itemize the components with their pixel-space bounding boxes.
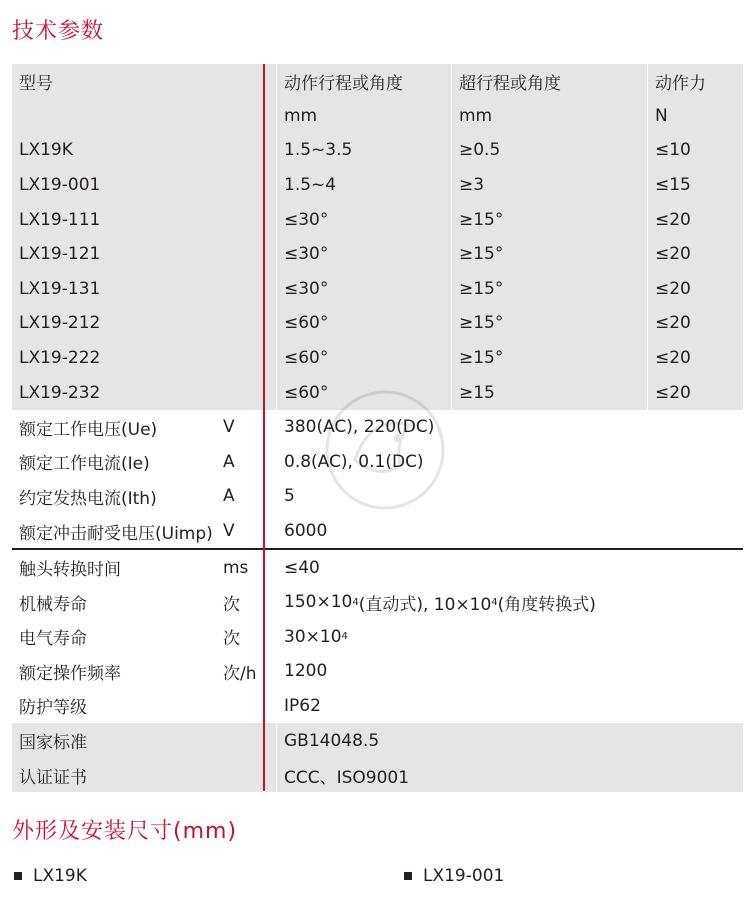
square-bullet-icon	[404, 872, 412, 880]
model-cell: LX19-212	[12, 306, 276, 341]
table-row	[12, 306, 743, 341]
spec-unit: 次	[223, 594, 240, 615]
spec-row	[12, 758, 743, 793]
travel-cell: 1.5~3.5	[277, 133, 451, 168]
spec-label: 防护等级	[19, 698, 87, 719]
force-cell: ≤20	[648, 237, 743, 272]
table-row	[12, 202, 743, 237]
model-cell: LX19K	[12, 133, 276, 168]
spec-row	[12, 723, 743, 758]
spec-label: 触头转换时间	[19, 560, 121, 581]
header-force: 动作力	[648, 64, 743, 99]
spec-value: CCC、ISO9001	[277, 758, 743, 793]
spec-value: IP62	[284, 695, 321, 716]
table-row	[12, 375, 743, 410]
spec-label: 机械寿命	[19, 594, 87, 615]
exponent: 4	[352, 596, 359, 608]
overtravel-cell: ≥15°	[452, 306, 647, 341]
table-row	[12, 237, 743, 272]
spec-value: 1200	[284, 661, 328, 682]
travel-cell: ≤60°	[277, 306, 451, 341]
spec-value: 5	[284, 486, 295, 507]
spec-label: 额定操作频率	[19, 663, 121, 684]
table-row	[12, 133, 743, 168]
model-cell: LX19-121	[12, 237, 276, 272]
square-bullet-icon	[14, 872, 22, 880]
spec-row	[12, 620, 743, 655]
overtravel-cell: ≥0.5	[452, 133, 647, 168]
force-cell: ≤20	[648, 272, 743, 307]
model-cell: LX19-111	[12, 202, 276, 237]
value-part: 150×10	[284, 592, 353, 613]
spec-value: ≤40	[284, 557, 320, 578]
travel-cell: ≤30°	[277, 272, 451, 307]
travel-cell: ≤30°	[277, 202, 451, 237]
force-cell: ≤20	[648, 341, 743, 376]
drawing-model-label: LX19-001	[423, 866, 505, 886]
spec-label: 电气寿命	[19, 629, 87, 650]
exponent: 4	[491, 596, 498, 608]
table-row	[12, 168, 743, 203]
overtravel-cell: ≥15°	[452, 202, 647, 237]
spec-row	[12, 410, 743, 445]
table-header-row	[12, 64, 743, 99]
force-cell: ≤10	[648, 133, 743, 168]
exponent: 4	[341, 631, 348, 643]
unit-travel: mm	[277, 99, 451, 134]
spec-label: 国家标准	[12, 723, 276, 758]
drawing-model-label: LX19K	[33, 866, 87, 886]
table-row	[12, 272, 743, 307]
unit-overtravel: mm	[452, 99, 647, 134]
table-row	[12, 341, 743, 376]
force-cell: ≤20	[648, 202, 743, 237]
spec-unit: V	[223, 521, 235, 542]
travel-cell: ≤60°	[277, 341, 451, 376]
spec-row	[12, 514, 743, 549]
spec-unit: 次	[223, 629, 240, 650]
spec-unit: 次/h	[223, 663, 257, 684]
unit-blank	[12, 99, 276, 134]
spec-table	[12, 64, 743, 792]
overtravel-cell: ≥15	[452, 375, 647, 410]
spec-value	[277, 585, 743, 620]
spec-label: 额定工作电流(Ie)	[19, 454, 150, 475]
spec-row	[12, 689, 743, 724]
force-cell: ≤20	[648, 375, 743, 410]
spec-value: 380(AC), 220(DC)	[284, 417, 435, 438]
spec-label: 额定冲击耐受电压(Uimp)	[19, 523, 213, 544]
overtravel-cell: ≥15°	[452, 341, 647, 376]
section-title-dimensions: 外形及安装尺寸(mm)	[12, 819, 238, 844]
force-cell: ≤15	[648, 168, 743, 203]
spec-value: 0.8(AC), 0.1(DC)	[284, 451, 424, 472]
column-divider	[263, 64, 265, 791]
spec-unit: A	[223, 451, 235, 472]
model-cell: LX19-222	[12, 341, 276, 376]
spec-label: 额定工作电压(Ue)	[19, 419, 158, 440]
drawing-label-lx19-001	[404, 866, 504, 886]
drawing-label-lx19k	[14, 866, 87, 886]
overtravel-cell: ≥3	[452, 168, 647, 203]
section-title-tech-params: 技术参数	[12, 19, 105, 44]
model-cell: LX19-001	[12, 168, 276, 203]
spec-value: GB14048.5	[277, 723, 743, 758]
spec-row	[12, 654, 743, 689]
spec-unit	[216, 689, 276, 724]
header-overtravel: 超行程或角度	[452, 64, 647, 99]
spec-label: 认证证书	[12, 758, 276, 793]
spec-row	[12, 479, 743, 514]
model-cell: LX19-131	[12, 272, 276, 307]
spec-value	[277, 620, 743, 655]
travel-cell: ≤60°	[277, 375, 451, 410]
unit-force: N	[648, 99, 743, 134]
overtravel-cell: ≥15°	[452, 237, 647, 272]
travel-cell: ≤30°	[277, 237, 451, 272]
spec-unit: ms	[223, 557, 249, 578]
spec-label: 约定发热电流(Ith)	[19, 488, 157, 509]
header-travel: 动作行程或角度	[277, 64, 451, 99]
value-part: 30×10	[284, 626, 342, 647]
value-part: (角度转换式)	[497, 594, 596, 615]
spec-row	[12, 585, 743, 620]
overtravel-cell: ≥15°	[452, 272, 647, 307]
spec-row	[12, 445, 743, 480]
force-cell: ≤20	[648, 306, 743, 341]
spec-unit: A	[223, 486, 235, 507]
travel-cell: 1.5~4	[277, 168, 451, 203]
model-cell: LX19-232	[12, 375, 276, 410]
value-part: (直动式), 10×10	[358, 594, 492, 615]
table-unit-row	[12, 99, 743, 134]
spec-value: 6000	[284, 521, 328, 542]
spec-row	[12, 550, 743, 585]
header-model: 型号	[12, 64, 276, 99]
spec-unit: V	[223, 417, 235, 438]
